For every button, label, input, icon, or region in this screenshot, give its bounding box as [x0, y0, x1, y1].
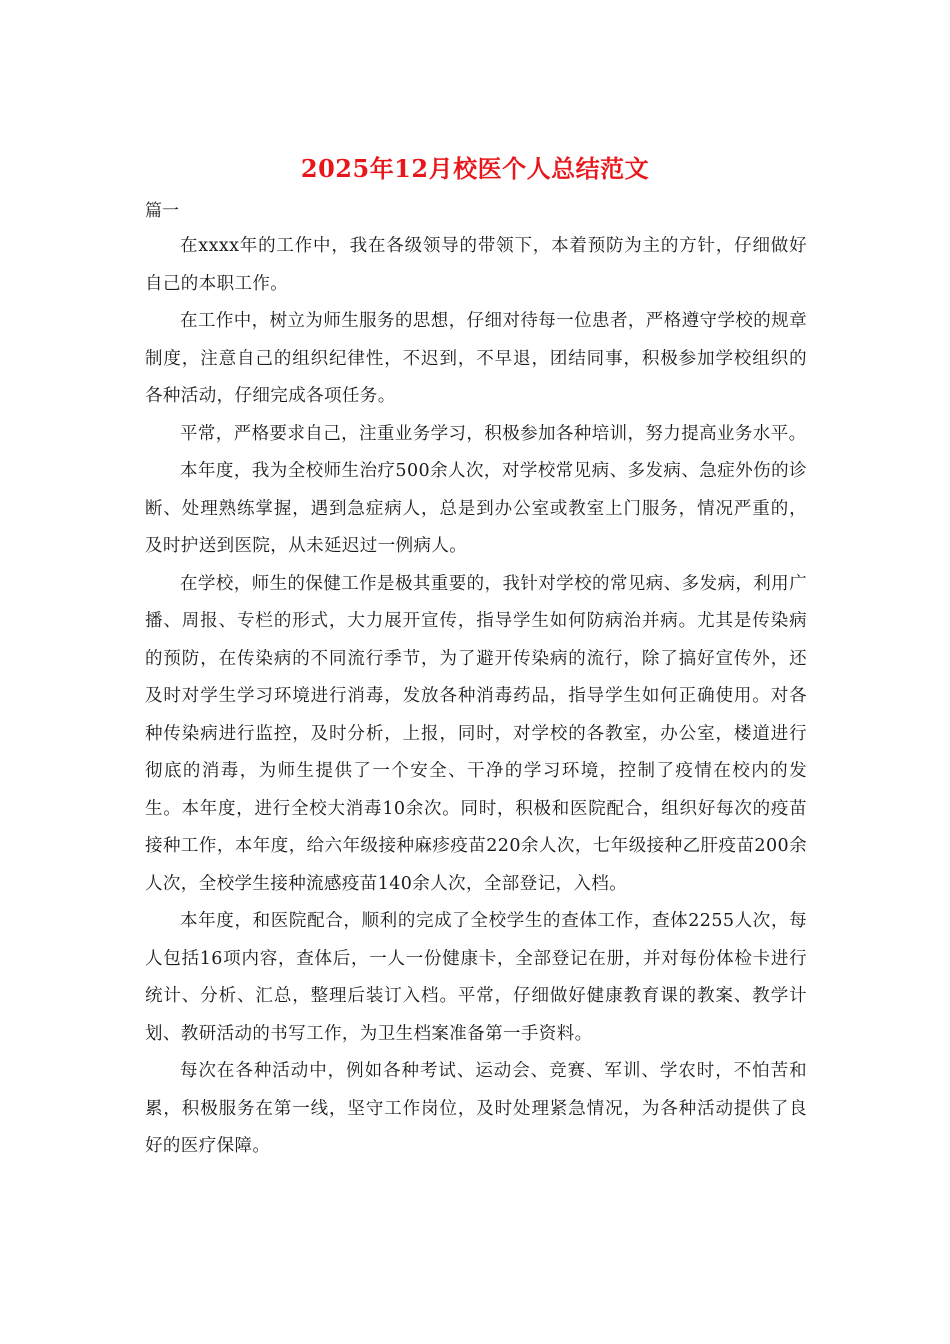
paragraph: 在工作中，树立为师生服务的思想，仔细对待每一位患者，严格遵守学校的规章制度，注意自己的组织纪律性，不迟到，不早退，团结同事，积极参加学校组织的各种活动，仔细完成各项任务。	[145, 311, 807, 406]
paragraph: 每次在各种活动中，例如各种考试、运动会、竞赛、军训、学农时，不怕苦和累，积极服务在第一线，坚守工作岗位，及时处理紧急情况，为各种活动提供了良好的医疗保障。	[145, 1061, 807, 1156]
section-label: 篇一	[145, 201, 179, 221]
paragraph: 本年度，我为全校师生治疗500余人次，对学校常见病、多发病、急症外伤的诊断、处理熟练掌握，遇到急症病人，总是到办公室或教室上门服务，情况严重的，及时护送到医院，从未延迟过一例病人。	[145, 461, 807, 556]
paragraph: 本年度，和医院配合，顺利的完成了全校学生的查体工作，查体2255人次，每人包括16项内容，查体后，一人一份健康卡，全部登记在册，并对每份体检卡进行统计、分析、汇总，整理后装订入档。平常，仔细做好健康教育课的教案、教学计划、教研活动的书写工作，为卫生档案准备第一手资料。	[145, 911, 807, 1044]
paragraph: 在xxxx年的工作中，我在各级领导的带领下，本着预防为主的方针，仔细做好自己的本职工作。	[145, 236, 807, 294]
paragraph: 在学校，师生的保健工作是极其重要的，我针对学校的常见病、多发病，利用广播、周报、专栏的形式，大力展开宣传，指导学生如何防病治并病。尤其是传染病的预防，在传染病的不同流行季节，为了避开传染病的流行，除了搞好宣传外，还及时对学生学习环境进行消毒，发放各种消毒药品，指导学生如何正确使用。对各种传染病进行监控，及时分析，上报，同时，对学校的各教室，办公室，楼道进行彻底的消毒，为师生提供了一个安全、干净的学习环境，控制了疫情在校内的发生。本年度，进行全校大消毒10余次。同时，积极和医院配合，组织好每次的疫苗接种工作，本年度，给六年级接种麻疹疫苗220余人次，七年级接种乙肝疫苗200余人次，全校学生接种流感疫苗140余人次，全部登记，入档。	[145, 573, 807, 894]
paragraph: 平常，严格要求自己，注重业务学习，积极参加各种培训，努力提高业务水平。	[180, 423, 807, 444]
document-body	[145, 228, 807, 1166]
document-title: 2025年12月校医个人总结范文	[300, 154, 650, 183]
